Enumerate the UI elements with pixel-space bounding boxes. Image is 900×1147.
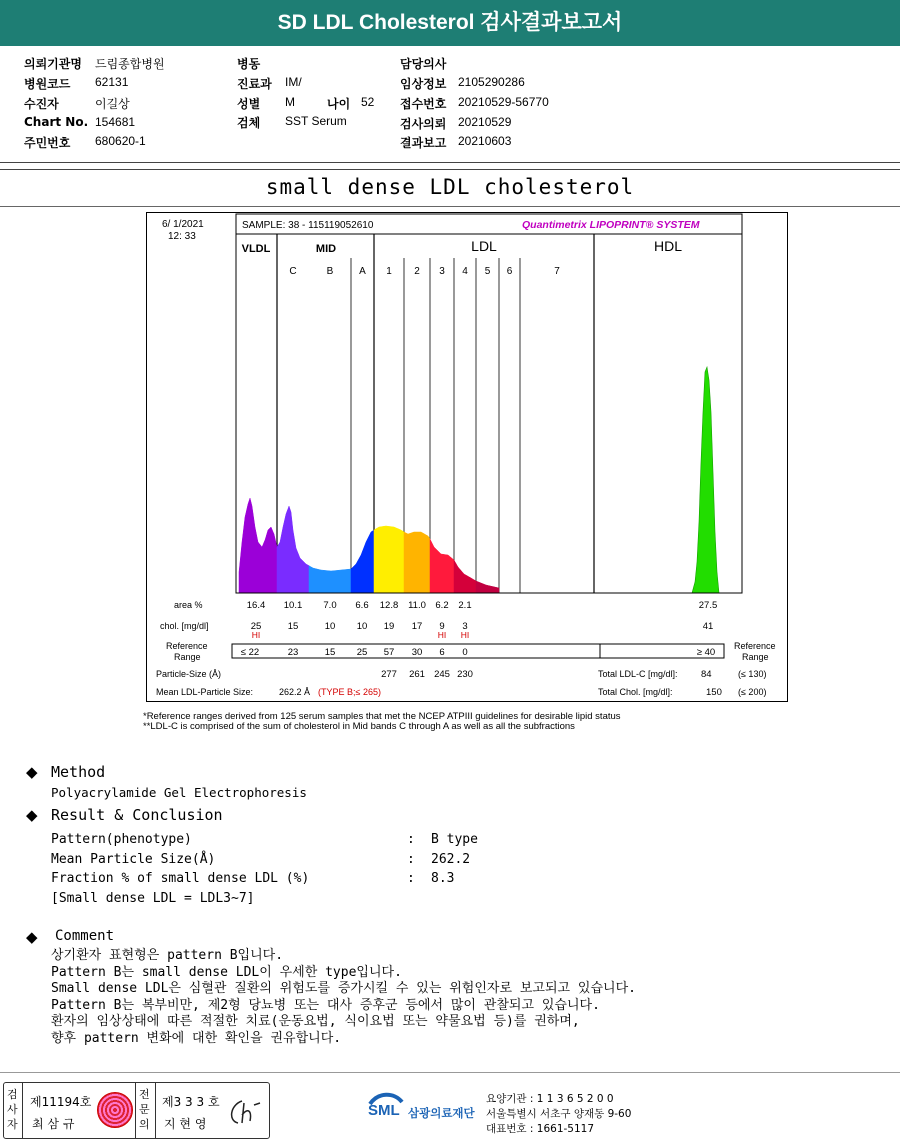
result-value: B type bbox=[431, 832, 478, 847]
header-label: 임상정보 bbox=[400, 77, 447, 91]
area-value: 11.0 bbox=[408, 600, 426, 611]
group-label: LDL bbox=[471, 238, 497, 254]
section-divider bbox=[0, 206, 900, 207]
report-title: SD LDL Cholesterol 검사결과보고서 bbox=[0, 0, 900, 46]
result-label: Pattern(phenotype) bbox=[51, 832, 192, 847]
band-label: 2 bbox=[414, 266, 420, 277]
header-label: 접수번호 bbox=[400, 97, 447, 111]
area-value: 10.1 bbox=[283, 600, 303, 611]
section-title: small dense LDL cholesterol bbox=[265, 175, 635, 199]
density-band-2 bbox=[404, 532, 430, 593]
total-ldl-label: Total LDL-C [mg/dl]: bbox=[598, 669, 678, 679]
comment-line: Small dense LDL은 심혈관 질환의 위험도를 증가시킬 수 있는 위험인자로 보고되고 있습니다. bbox=[51, 981, 636, 996]
brand-label: Quantimetrix LIPOPRINT® SYSTEM bbox=[522, 219, 700, 231]
band-label: 1 bbox=[386, 266, 392, 277]
header-label: 담당의사 bbox=[400, 57, 447, 71]
chol-value: 15 bbox=[287, 621, 299, 632]
header-value: 154681 bbox=[95, 115, 136, 129]
chart-date: 6/ 1/2021 bbox=[162, 219, 204, 230]
spec-label: 전문의 bbox=[139, 1088, 150, 1131]
org-tel: 대표번호 : 1661-5117 bbox=[486, 1123, 595, 1135]
chart-time: 12: 33 bbox=[168, 231, 196, 242]
header-value: IM/ bbox=[285, 75, 302, 89]
header-value: 20210529 bbox=[458, 115, 512, 129]
particle-value: 245 bbox=[434, 669, 450, 680]
lipoprint-chart bbox=[146, 212, 788, 702]
row-label: Reference bbox=[734, 641, 776, 651]
row-label: Particle-Size (Å) bbox=[156, 669, 222, 679]
header-value: SST Serum bbox=[285, 114, 347, 128]
header-label: Chart No. bbox=[24, 115, 89, 129]
header-value: 20210603 bbox=[458, 134, 512, 148]
area-value: 6.6 bbox=[355, 600, 369, 611]
group-label: HDL bbox=[653, 238, 683, 254]
chol-value: 10 bbox=[356, 621, 368, 632]
signature-icon bbox=[226, 1097, 262, 1127]
group-label: MID bbox=[315, 243, 337, 255]
area-value: 7.0 bbox=[323, 600, 337, 611]
header-value: 이길상 bbox=[95, 97, 130, 111]
row-label: area % bbox=[174, 600, 203, 610]
ref-value: 0 bbox=[462, 647, 468, 658]
comment-line: Pattern B는 small dense LDL이 우세한 type입니다. bbox=[51, 964, 402, 980]
row-label: Range bbox=[174, 652, 201, 662]
footer bbox=[0, 1078, 900, 1147]
sml-logo-text: SML bbox=[368, 1102, 400, 1119]
tester-no: 제11194호 bbox=[30, 1095, 92, 1109]
ref-value: 23 bbox=[287, 647, 299, 658]
header-label: 병동 bbox=[237, 57, 261, 71]
band-label: 5 bbox=[484, 266, 491, 277]
header-value: 2105290286 bbox=[458, 75, 525, 89]
group-label: VLDL bbox=[241, 243, 271, 255]
chol-value: 10 bbox=[324, 621, 336, 632]
chol-value: 41 bbox=[702, 621, 714, 632]
band-label: 6 bbox=[506, 266, 513, 277]
patient-header bbox=[0, 55, 900, 155]
band-label: B bbox=[326, 266, 334, 277]
area-value: 27.5 bbox=[698, 600, 718, 611]
lipoprint-svg bbox=[146, 212, 788, 702]
header-value: 20210529-56770 bbox=[458, 95, 549, 109]
footer-divider bbox=[0, 1072, 900, 1073]
header-divider bbox=[0, 162, 900, 163]
comment-line: 향후 pattern 변화에 대한 확인을 권유합니다. bbox=[51, 1030, 342, 1046]
chol-value: 25 bbox=[250, 621, 262, 632]
area-value: 16.4 bbox=[246, 600, 266, 611]
total-chol-value: 150 bbox=[706, 687, 722, 698]
comment-heading: Comment bbox=[55, 928, 115, 944]
row-label: Mean LDL-Particle Size: bbox=[156, 687, 254, 697]
hi-flag: HI bbox=[437, 630, 447, 640]
header-label: 성별 bbox=[237, 97, 261, 111]
density-band-1 bbox=[374, 526, 404, 593]
hi-flag: HI bbox=[251, 630, 261, 640]
chol-value: 19 bbox=[383, 621, 395, 632]
header-label: 의뢰기관명 bbox=[24, 57, 82, 71]
band-label: C bbox=[289, 266, 297, 277]
result-colon: : bbox=[407, 852, 415, 867]
header-label: 결과보고 bbox=[400, 136, 447, 150]
seal-stamp-icon bbox=[97, 1092, 133, 1128]
chol-value: 17 bbox=[411, 621, 423, 632]
header-label: 진료과 bbox=[237, 77, 272, 91]
header-value: 680620-1 bbox=[95, 134, 146, 148]
result-heading: Result & Conclusion bbox=[51, 806, 223, 824]
header-label: 주민번호 bbox=[24, 136, 71, 150]
result-note: [Small dense LDL = LDL3~7] bbox=[51, 891, 255, 906]
footnote-2: **LDL-C is comprised of the sum of cholesterol in Mid bands C through A as well as all the subfractions bbox=[143, 721, 575, 732]
mean-value: 262.2 Å bbox=[279, 687, 311, 697]
band-label: 3 bbox=[439, 266, 445, 277]
row-label: Range bbox=[742, 652, 769, 662]
header-label: 검체 bbox=[237, 116, 261, 130]
area-value: 2.1 bbox=[458, 600, 472, 611]
ref-value: 57 bbox=[383, 647, 395, 658]
org-code: 요양기관 : 1 1 3 6 5 2 0 0 bbox=[486, 1093, 614, 1105]
header-label: 검사의뢰 bbox=[400, 117, 447, 131]
result-label: Mean Particle Size(Å) bbox=[51, 852, 216, 867]
header-value: M bbox=[285, 95, 295, 109]
spec-name: 지 현 영 bbox=[164, 1117, 207, 1131]
header-value: 62131 bbox=[95, 75, 129, 89]
header-value: 52 bbox=[361, 95, 375, 109]
header-label: 병원코드 bbox=[24, 77, 71, 91]
band-label: 7 bbox=[554, 266, 560, 277]
comment-line: 상기환자 표현형은 pattern B입니다. bbox=[51, 948, 284, 963]
header-value: 드림종합병원 bbox=[95, 57, 165, 71]
header-label: 수진자 bbox=[24, 97, 59, 111]
area-value: 6.2 bbox=[435, 600, 449, 611]
ref-value: 6 bbox=[439, 647, 445, 658]
ref-value: ≤ 22 bbox=[240, 647, 260, 658]
org-name: 삼광의료재단 bbox=[408, 1106, 475, 1120]
comment-line: Pattern B는 복부비만, 제2형 당뇨병 또는 대사 증후군 등에서 많이 관찰되고 있습니다. bbox=[51, 997, 600, 1013]
org-address: 서울특별시 서초구 양재동 9-60 bbox=[486, 1108, 632, 1120]
result-value: 262.2 bbox=[431, 852, 471, 867]
comment-line: 환자의 임상상태에 따른 적절한 치료(운동요법, 식이요법 또는 약물요법 등)를 권하며, bbox=[51, 1014, 580, 1029]
result-value: 8.3 bbox=[431, 871, 455, 886]
particle-value: 230 bbox=[457, 669, 473, 680]
signature-box bbox=[3, 1082, 270, 1139]
result-colon: : bbox=[407, 832, 415, 847]
bullet-diamond-icon: ◆ bbox=[26, 806, 38, 824]
comment-body bbox=[51, 948, 636, 1047]
particle-value: 277 bbox=[381, 669, 397, 680]
total-chol-label: Total Chol. [mg/dl]: bbox=[598, 687, 673, 697]
method-text: Polyacrylamide Gel Electrophoresis bbox=[51, 785, 307, 800]
particle-value: 261 bbox=[409, 669, 425, 680]
tester-label: 검사자 bbox=[7, 1088, 18, 1131]
band-label: A bbox=[359, 266, 366, 277]
footnote-1: *Reference ranges derived from 125 serum samples that met the NCEP ATPIII guidelines for desirable lipid status bbox=[143, 711, 621, 722]
sample-id: SAMPLE: 38 - 115119052610 bbox=[242, 220, 374, 231]
bullet-diamond-icon: ◆ bbox=[26, 928, 38, 946]
row-label: Reference bbox=[166, 641, 208, 651]
header-label: 나이 bbox=[327, 97, 351, 111]
ref-value: ≥ 40 bbox=[696, 647, 716, 658]
chol-value: 3 bbox=[462, 621, 468, 632]
total-chol-ref: (≤ 200) bbox=[738, 687, 767, 697]
area-value: 12.8 bbox=[379, 600, 399, 611]
band-label: 4 bbox=[462, 266, 468, 277]
ref-value: 25 bbox=[356, 647, 368, 658]
bullet-diamond-icon: ◆ bbox=[26, 763, 38, 781]
row-label: chol. [mg/dl] bbox=[160, 621, 209, 631]
tester-name: 최 삼 규 bbox=[32, 1117, 75, 1131]
spec-no: 제3 3 3 호 bbox=[162, 1095, 220, 1109]
header-divider bbox=[0, 169, 900, 170]
result-colon: : bbox=[407, 871, 415, 886]
chol-value: 9 bbox=[439, 621, 445, 632]
mean-type: (TYPE B;≤ 265) bbox=[318, 687, 381, 697]
total-ldl-ref: (≤ 130) bbox=[738, 669, 767, 679]
ref-value: 30 bbox=[411, 647, 423, 658]
hi-flag: HI bbox=[460, 630, 470, 640]
total-ldl-value: 84 bbox=[701, 669, 712, 680]
method-heading: Method bbox=[51, 763, 106, 781]
ref-value: 15 bbox=[324, 647, 336, 658]
result-label: Fraction % of small dense LDL (%) bbox=[51, 871, 310, 886]
